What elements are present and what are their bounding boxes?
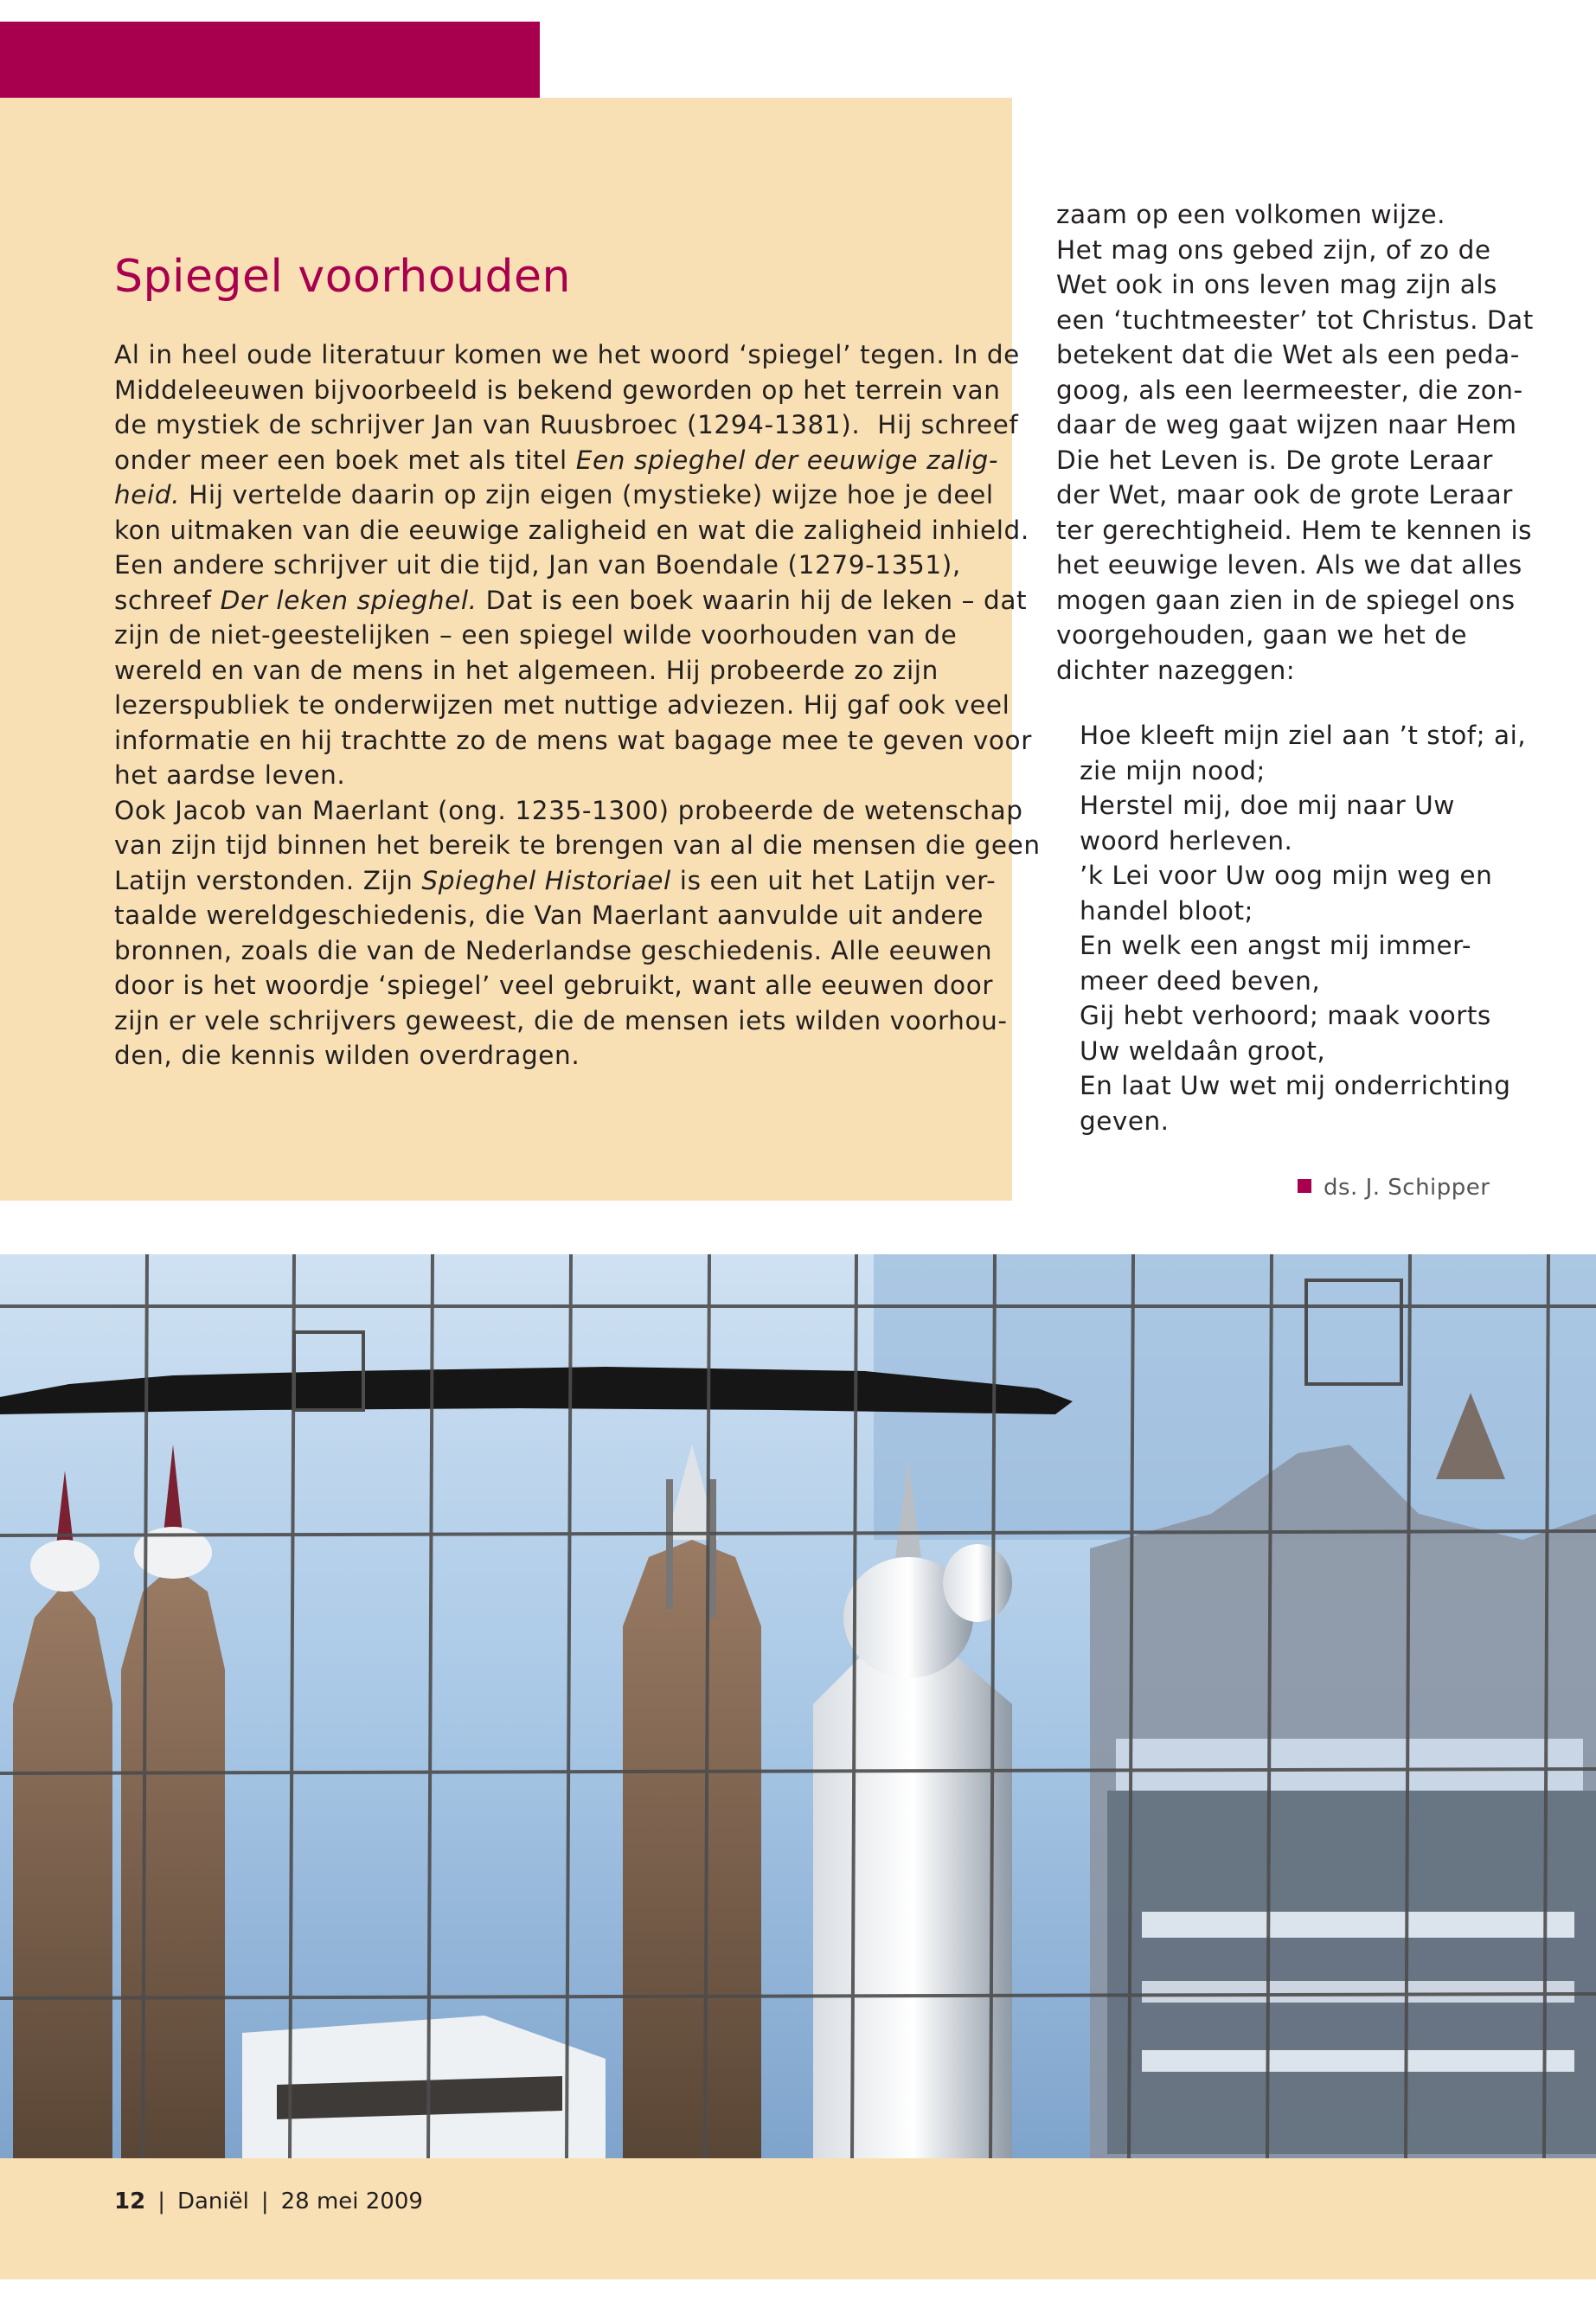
text-run: Hij vertelde daarin op zijn eigen (mystieke) wijze hoe je deel (180, 480, 994, 510)
text-line (114, 863, 997, 899)
text-run: Ook Jacob van Maerlant (ong. 1235-1300) probeerde de wetenschap (114, 795, 1023, 825)
text-line (114, 898, 984, 933)
bullet-square-icon (1298, 1179, 1311, 1193)
text-line (114, 653, 939, 689)
accent-bar (0, 22, 540, 98)
italic-title: Der leken spieghel. (220, 585, 478, 615)
text-line: dichter nazeggen: (1056, 655, 1296, 685)
text-line: goog, als een leermeester, die zon- (1056, 375, 1523, 405)
text-run: de mystiek de schrijver Jan van Ruusbroec (1294-1381). Hij schreef (114, 410, 1019, 439)
italic-title: Een spieghel der eeuwige zalig- (575, 445, 999, 475)
article-left-column (114, 337, 1041, 1074)
footer-separator: | (157, 2189, 165, 2214)
text-line (114, 513, 1029, 548)
text-run: is een uit het Latijn ver- (670, 865, 997, 895)
text-run: Latijn verstonden. Zijn (114, 865, 422, 895)
text-run: taalde wereldgeschiedenis, die Van Maerlant aanvulde uit andere (114, 901, 984, 930)
text-line (114, 478, 994, 513)
text-line: voorgehouden, gaan we het de (1056, 620, 1468, 650)
text-run: kon uitmaken van die eeuwige zaligheid en wat die zaligheid inhield. (114, 515, 1029, 545)
poem-quote (1080, 718, 1529, 1138)
text-line: het eeuwige leven. Als we dat alles (1056, 550, 1522, 580)
text-line (114, 1038, 936, 1074)
text-run: lezerspubliek te onderwijzen met nuttige adviezen. Hij gaf ook veel (114, 690, 1010, 720)
text-line (114, 407, 1019, 443)
author-signature (1298, 1172, 1490, 1203)
article-paragraph (114, 337, 1032, 793)
magazine-name: Daniël (176, 2189, 249, 2214)
issue-date: 28 mei 2009 (280, 2189, 423, 2214)
page-footer (114, 2186, 423, 2217)
text-line (114, 933, 993, 969)
text-run: zijn de niet-geestelijken – een spiegel wilde voorhouden van de (114, 620, 958, 650)
footer-band (0, 2158, 1596, 2279)
text-line: een ‘tuchtmeester’ tot Christus. Dat (1056, 304, 1534, 335)
text-line: ter gerechtigheid. Hem te kennen is (1056, 515, 1533, 545)
text-line (114, 1003, 1008, 1039)
text-line (114, 723, 1032, 759)
text-line: Het mag ons gebed zijn, of zo de (1056, 234, 1491, 265)
text-run: informatie en hij trachtte zo de mens wat bagage mee te geven voor (114, 725, 1032, 755)
poem-line: ’k Lei voor Uw oog mijn weg en (1080, 861, 1493, 890)
text-run: den, die kennis wilden overdragen. (114, 1041, 580, 1070)
text-line (114, 373, 1001, 408)
poem-line: Hoe kleeft mijn ziel aan ’t stof; ai, (1080, 721, 1527, 750)
page-number: 12 (114, 2189, 146, 2214)
text-run: onder meer een boek met als titel (114, 445, 576, 475)
poem-line: Uw weldaân groot, (1080, 1035, 1326, 1066)
text-line (114, 793, 1023, 829)
italic-title: Spieghel Historiael (421, 865, 671, 895)
article-paragraph (114, 793, 1041, 1074)
poem-line: meer deed beven, (1080, 965, 1321, 996)
text-line: der Wet, maar ook de grote Leraar (1056, 480, 1513, 510)
poem-line: geven. (1080, 1106, 1170, 1136)
poem-line: woord herleven. (1080, 825, 1293, 856)
text-line (114, 688, 1010, 723)
poem-line: handel bloot; (1080, 895, 1253, 926)
text-line (114, 618, 958, 653)
article-right-column (1056, 197, 1534, 688)
text-line: zaam op een volkomen wijze. (1056, 200, 1446, 229)
reflection-photo (0, 1254, 1596, 2158)
text-line (114, 443, 999, 478)
text-run: Al in heel oude literatuur komen we het woord ‘spiegel’ tegen. In de (114, 340, 1020, 369)
text-line: betekent dat die Wet als een peda- (1056, 340, 1520, 369)
text-run: het aardse leven. (114, 760, 346, 790)
text-line (114, 583, 1028, 619)
poem-line: Gij hebt verhoord; maak voorts (1080, 1001, 1491, 1030)
poem-line: zie mijn nood; (1080, 755, 1266, 785)
text-run: Middeleeuwen bijvoorbeeld is bekend geworden op het terrein van (114, 375, 1001, 405)
article-title: Spiegel voorhouden (114, 251, 571, 303)
text-run: zijn er vele schrijvers geweest, die de mensen iets wilden voorhou- (114, 1005, 1008, 1035)
text-line (114, 548, 961, 583)
author-name: ds. J. Schipper (1324, 1175, 1490, 1201)
text-line: mogen gaan zien in de spiegel ons (1056, 585, 1516, 615)
text-line: daar de weg gaat wijzen naar Hem (1056, 410, 1517, 439)
poem-line: En laat Uw wet mij onderrichting (1080, 1071, 1511, 1100)
text-line (114, 828, 1041, 863)
text-run: door is het woordje ‘spiegel’ veel gebruikt, want alle eeuwen door (114, 971, 994, 1000)
footer-separator: | (260, 2189, 269, 2214)
text-line: Die het Leven is. De grote Leraar (1056, 445, 1493, 475)
text-run: Dat is een boek waarin hij de leken – dat (477, 585, 1028, 615)
poem-line: En welk een angst mij immer- (1080, 931, 1472, 960)
text-run: wereld en van de mens in het algemeen. Hij probeerde zo zijn (114, 655, 939, 685)
text-run: bronnen, zoals die van de Nederlandse geschiedenis. Alle eeuwen (114, 935, 993, 965)
italic-title: heid. (114, 480, 181, 510)
text-line (114, 758, 936, 793)
poem-line: Herstel mij, doe mij naar Uw (1080, 791, 1455, 820)
text-run: van zijn tijd binnen het bereik te brengen van al die mensen die geen (114, 830, 1041, 860)
text-line (114, 337, 1020, 373)
text-line: Wet ook in ons leven mag zijn als (1056, 270, 1497, 299)
text-line (114, 968, 994, 1003)
text-run: schreef (114, 585, 221, 615)
text-run: Een andere schrijver uit die tijd, Jan van Boendale (1279-1351), (114, 550, 961, 580)
